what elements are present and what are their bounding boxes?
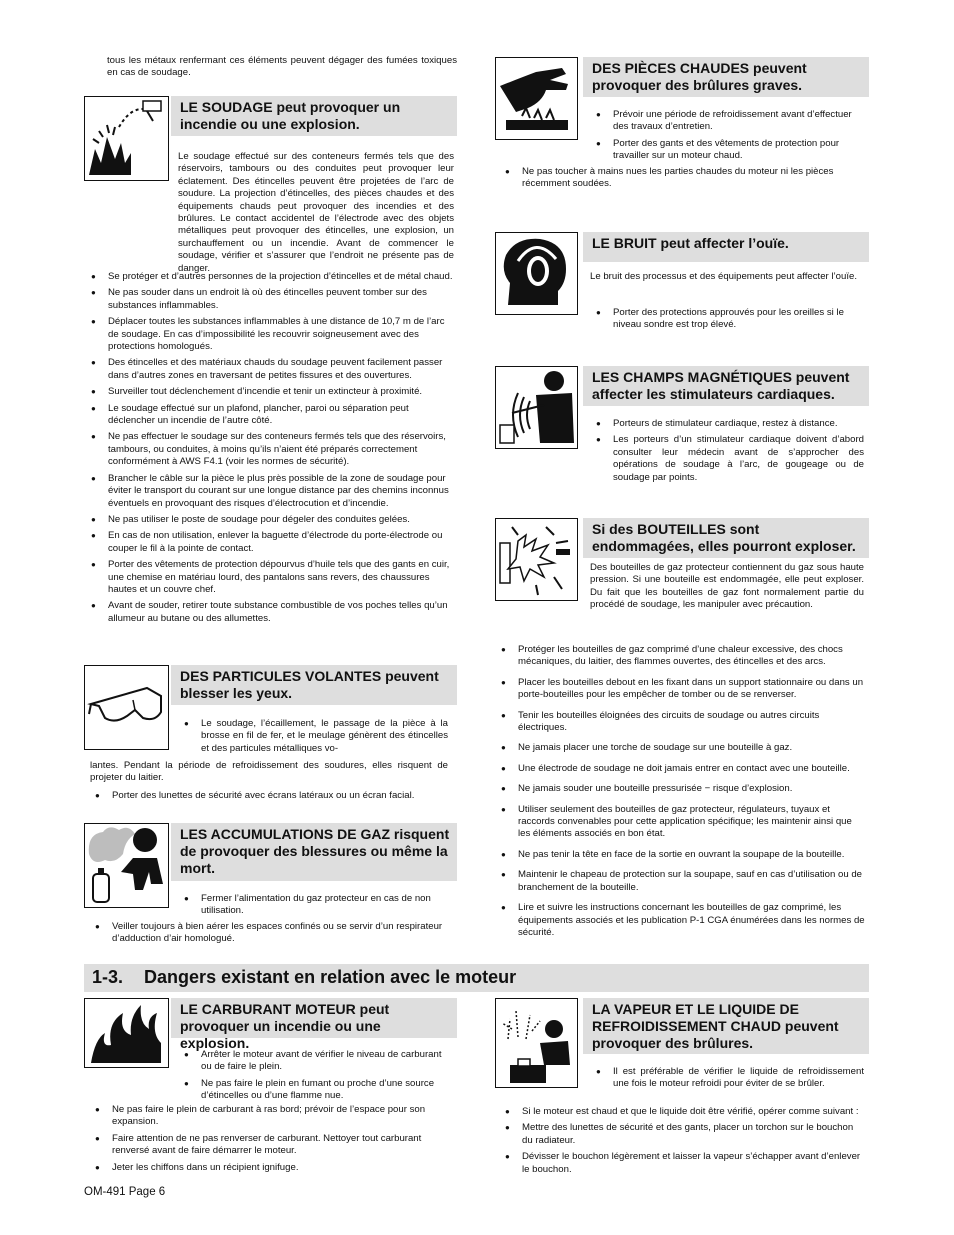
section-heading	[84, 964, 869, 992]
list-item: ● Ne pas toucher à mains nues les parties chaudes du moteur ni les pièces récemment soudées.	[505, 166, 865, 191]
list-item: ● Ne pas souder dans un endroit là où des étincelles peuvent tomber sur des substances inflammables.	[91, 287, 455, 312]
list-item: ● Fermer l’alimentation du gaz protecteur en cas de non utilisation.	[184, 893, 448, 918]
list-item: ● En cas de non utilisation, enlever la baguette d’électrode du porte-électrode ou couper le fil à la pointe de contact.	[91, 530, 455, 555]
steam-burn-icon	[495, 998, 578, 1088]
gas-lead-list	[184, 893, 448, 922]
list-item: ● Les porteurs d’un stimulateur cardiaque doivent d’abord consulter leur médecin avant de s’approcher des opérations de soudage à l’arc, de gougeage ou de soudage par points.	[596, 434, 864, 484]
list-item: ● Déplacer toutes les substances inflammables à une distance de 10,7 m de l’arc de soudage. En cas d’impossibilité les recouvrir soigneusement avec des protections homologués.	[91, 316, 455, 353]
list-item: ● Ne jamais placer une torche de soudage sur une bouteille à gaz.	[501, 742, 865, 754]
list-item: ● Une électrode de soudage ne doit jamais entrer en contact avec une bouteille.	[501, 763, 865, 775]
magnetic-bullet-list	[596, 418, 864, 488]
gas-hazard-title: LES ACCUMULATIONS DE GAZ risquent de provoquer des blessures ou même la mort.	[171, 823, 457, 881]
welding-paragraph-lead	[178, 151, 454, 275]
welding-hazard-title: LE SOUDAGE peut provoquer un incendie ou une explosion.	[171, 96, 457, 136]
fuel-bullet-list	[95, 1104, 453, 1178]
list-item: ● Ne pas faire le plein en fumant ou proche d’une source d’étincelles ou d’une flamme nue.	[184, 1078, 448, 1103]
list-item: ● Mettre des lunettes de sécurité et des gants, placer un torchon sur le bouchon du radiateur.	[505, 1122, 865, 1147]
hot-parts-bullet-list	[596, 109, 864, 167]
list-item: ● Arrêter le moteur avant de vérifier le niveau de carburant ou de faire le plein.	[184, 1049, 448, 1074]
magnetic-field-icon	[495, 366, 578, 449]
list-item: ● Tenir les bouteilles éloignées des circuits de soudage ou autres circuits électriques.	[501, 710, 865, 735]
fire-explosion-icon	[84, 96, 169, 181]
list-item: ● Placer les bouteilles debout en les fixant dans un support stationnaire ou dans un porte-bouteilles pour les empêcher de tomber ou de se renverser.	[501, 677, 865, 702]
fuel-lead-list	[184, 1049, 448, 1107]
steam-bullet-list	[505, 1106, 865, 1180]
particles-lead-list	[184, 718, 448, 759]
steam-lead-list	[596, 1066, 864, 1095]
list-item: ● Protéger les bouteilles de gaz comprimé d’une chaleur excessive, des chocs mécaniques, du laitier, des flammes ouvertes, des étincelles et des arcs.	[501, 644, 865, 669]
list-item: ● Si le moteur est chaud et que le liquide doit être vérifié, opérer comme suivant :	[505, 1106, 865, 1118]
particles-lead-continued: lantes. Pendant la période de refroidissement des soudures, elles risquent de projeter du laitier.	[90, 760, 448, 784]
list-item: ● Utiliser seulement des bouteilles de gaz protecteur, régulateurs, tuyaux et raccords convenables pour cette application spécifique; les maintenir ainsi que les éléments associés en bon état.	[501, 804, 865, 841]
noise-title: LE BRUIT peut affecter l’ouïe.	[583, 232, 869, 262]
gas-buildup-icon	[84, 823, 169, 908]
hot-parts-title: DES PIÈCES CHAUDES peuvent provoquer des brûlures graves.	[583, 57, 869, 97]
list-item: ● Faire attention de ne pas renverser de carburant. Nettoyer tout carburant renversé avant de faire démarrer le moteur.	[95, 1133, 453, 1158]
list-item: ● Porter des gants et des vêtements de protection pour travailler sur un moteur chaud.	[596, 138, 864, 163]
page-footer: OM-491 Page 6	[84, 1186, 166, 1198]
welding-paragraph: Le soudage effectué sur des conteneurs fermés tels que des réservoirs, tambours ou des conduites peut provoquer leur éclatement. Des étincelles peuvent être projetées de l’arc de soudure. La projection d’étincelles, des pièces chaudes et des équipements chauds peut provoquer des incendies et des brûlures. Le contact accidentel de l’électrode avec des objets métalliques peut provoquer des étincelles, une explosion, un surchauffement ou un incendie. Avant de commencer le soudage, vérifier et s’assurer que l’endroit ne présente pas de danger.	[178, 151, 454, 274]
welding-bullet-list	[91, 271, 455, 629]
list-item: ● Porter des lunettes de sécurité avec écrans latéraux ou un écran facial.	[95, 790, 455, 802]
gas-bullet-list	[95, 921, 453, 950]
list-item: ● Ne pas faire le plein de carburant à ras bord; prévoir de l’espace pour son expansion.	[95, 1104, 453, 1129]
list-item: ● Le soudage effectué sur un plafond, plancher, paroi ou séparation peut déclencher un incendie de l’autre côté.	[91, 403, 455, 428]
hot-parts-icon	[495, 57, 578, 140]
list-item: ● Ne jamais souder une bouteille pressurisée − risque d’explosion.	[501, 783, 865, 795]
steam-title: LA VAPEUR ET LE LIQUIDE DE REFROIDISSEMENT CHAUD peuvent provoquer des brûlures.	[583, 998, 869, 1054]
section-number: 1-3.	[92, 967, 124, 987]
list-item: ● Il est préférable de vérifier le liquide de refroidissement une fois le moteur refroidi pour éviter de se brûler.	[596, 1066, 864, 1091]
fuel-fire-icon	[84, 998, 169, 1068]
list-item: ● Surveiller tout déclenchement d’incendie et tenir un extincteur à proximité.	[91, 386, 455, 398]
list-item: ● Porteurs de stimulateur cardiaque, restez à distance.	[596, 418, 864, 430]
list-item: ● Dévisser le bouchon légèrement et laisser la vapeur s’échapper avant d’enlever le bouchon.	[505, 1151, 865, 1176]
list-item: ● Ne pas tenir la tête en face de la sortie en ouvrant la soupape de la bouteille.	[501, 849, 865, 861]
cylinders-title: Si des BOUTEILLES sont endommagées, elles pourront exploser.	[583, 518, 869, 558]
safety-glasses-icon	[84, 665, 169, 750]
list-item: ● Porter des protections approuvés pour les oreilles si le niveau sondre est trop élevé.	[596, 307, 864, 332]
intro-text: tous les métaux renfermant ces éléments peuvent dégager des fumées toxiques en cas de soudage.	[107, 55, 457, 79]
list-item: ● Ne pas utiliser le poste de soudage pour dégeler des conduites gelées.	[91, 514, 455, 526]
cylinders-bullet-list	[501, 644, 865, 947]
section-title: Dangers existant en relation avec le moteur	[144, 967, 517, 987]
magnetic-title: LES CHAMPS MAGNÉTIQUES peuvent affecter les stimulateurs cardiaques.	[583, 366, 869, 406]
list-item: ● Porter des vêtements de protection dépourvus d’huile tels que des gants en cuir, une chemise en matériau lourd, des pantalons sans revers, des chaussures hautes et un couvre chef.	[91, 559, 455, 596]
noise-paragraph: Le bruit des processus et des équipements peut affecter l’ouïe.	[590, 271, 858, 282]
list-item: ● Veiller toujours à bien aérer les espaces confinés ou se servir d’un respirateur d’adduction d’air homologué.	[95, 921, 453, 946]
list-item: ● Lire et suivre les instructions concernant les bouteilles de gaz comprimé, les équipements associés et les publication P-1 CGA énumérées dans les normes de sécurité.	[501, 902, 865, 939]
cylinder-explosion-icon	[495, 518, 578, 601]
hot-parts-extra-list	[505, 166, 865, 195]
ear-protection-icon	[495, 232, 578, 315]
particles-hazard-title: DES PARTICULES VOLANTES peuvent blesser les yeux.	[171, 665, 457, 705]
fuel-title: LE CARBURANT MOTEUR peut provoquer un incendie ou une explosion.	[171, 998, 457, 1038]
list-item: ● Prévoir une période de refroidissement avant d’effectuer des travaux d’entretien.	[596, 109, 864, 134]
list-item: ● Le soudage, l’écaillement, le passage de la pièce à la brosse en fil de fer, et le meulage génèrent des étincelles et des particules métalliques vo-	[184, 718, 448, 755]
particles-bullet-list	[95, 790, 455, 806]
list-item: ● Avant de souder, retirer toute substance combustible de vos poches telles qu’un allumeur au butane ou des allumettes.	[91, 600, 455, 625]
list-item: ● Ne pas effectuer le soudage sur des conteneurs fermés tels que des réservoirs, tambours, ou conduites, à moins qu’ils n’aient été préparés correctement conformément à AWS F4.1 (voir les normes de sécurité).	[91, 431, 455, 468]
cylinders-paragraph: Des bouteilles de gaz protecteur contiennent du gaz sous haute pression. Si une bouteille est endommagée, elle peut exploser. Du fait que les bouteilles de gaz font normalement partie du procédé de soudage, les manipuler avec précaution.	[590, 562, 864, 611]
list-item: ● Maintenir le chapeau de protection sur la soupape, sauf en cas d’utilisation ou de branchement de la bouteille.	[501, 869, 865, 894]
noise-bullet-list	[596, 307, 864, 336]
list-item: ● Se protéger et d’autres personnes de la projection d’étincelles et de métal chaud.	[91, 271, 455, 283]
list-item: ● Brancher le câble sur la pièce le plus près possible de la zone de soudage pour éviter le transport du courant sur une longue distance par des chemins inconnus éventuels en provoquant des risques d’électrocution et d’incendie.	[91, 473, 455, 510]
list-item: ● Des étincelles et des matériaux chauds du soudage peuvent facilement passer dans d’autres zones en traversant de petites fissures et des ouvertures.	[91, 357, 455, 382]
list-item: ● Jeter les chiffons dans un récipient ignifuge.	[95, 1162, 453, 1174]
